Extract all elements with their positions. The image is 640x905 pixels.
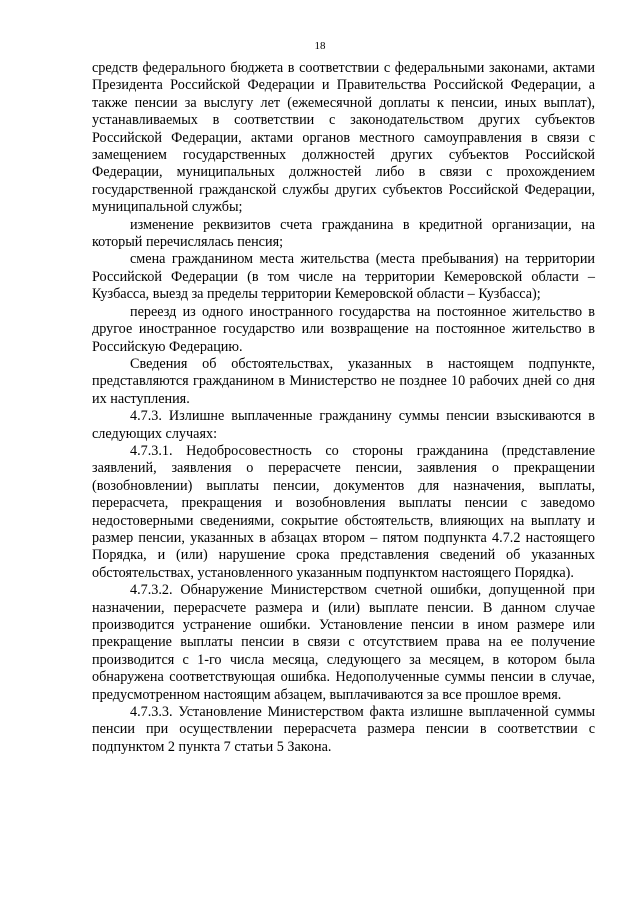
paragraph-9: 4.7.3.3. Установление Министерством факта излишне выплаченной суммы пенсии при осуществлении перерасчета размера пенсии в соответствии с подпунктом 2 пункта 7 статьи 5 Закона. xyxy=(92,704,595,755)
paragraph-2: изменение реквизитов счета гражданина в кредитной организации, на который перечислялась пенсия; xyxy=(92,216,595,251)
paragraph-7: 4.7.3.1. Недобросовестность со стороны гражданина (представление заявлений, заявления о перерасчете пенсии, заявления о прекращении (возобновлении) выплаты пенсии, документов для назначения, выплаты, перерасчета, прекращения и возобновления выплаты пенсии с заведомо недостоверными сведениями, сокрытие обстоятельств, влияющих на выплату и размер пенсии, указанных в абзацах втором – пятом подпункта 4.7.2 настоящего Порядка, и (или) нарушение срока представления сведений об указанных обстоятельствах, установленного указанным подпунктом настоящего Порядка). xyxy=(92,442,595,581)
paragraph-5: Сведения об обстоятельствах, указанных в настоящем подпункте, представляются гражданином в Министерство не позднее 10 рабочих дней со дня их наступления. xyxy=(92,355,595,407)
page-number: 18 xyxy=(314,40,326,52)
paragraph-3: смена гражданином места жительства (места пребывания) на территории Российской Федерации (в том числе на территории Кемеровской области – Кузбасса, выезд за пределы территории Кемеровской области – Кузбасса); xyxy=(92,251,595,303)
paragraph-8: 4.7.3.2. Обнаружение Министерством счетной ошибки, допущенной при назначении, перерасчете размера и (или) выплате пенсии. В данном случае производится устранение ошибки. Установление пенсии в ином размере или прекращение выплаты пенсии в связи с отсутствием права на ее получение производится с 1-го числа месяца, следующего за месяцем, в котором была обнаружена соответствующая ошибка. Недополученные суммы пенсии в случае, предусмотренном настоящим абзацем, выплачиваются за все прошлое время. xyxy=(92,582,595,703)
paragraph-1: средств федерального бюджета в соответствии с федеральными законами, актами Президента Российской Федерации и Правительства Российской Федерации, а также пенсии за выслугу лет (ежемесячной доплаты к пенсии, иных выплат), устанавливаемых в соответствии с законодательством других субъектов Российской Федерации, актами органов местного самоуправления в связи с замещением государственных должностей других субъектов Российской Федерации, муниципальных должностей либо в связи с прохождением государственной гражданской службы других субъектов Российской Федерации, муниципальной службы; xyxy=(92,60,595,216)
paragraph-4: переезд из одного иностранного государства на постоянное жительство в другое иностранное государство или возвращение на постоянное жительство в Российскую Федерацию. xyxy=(92,303,595,355)
paragraph-6: 4.7.3. Излишне выплаченные гражданину суммы пенсии взыскиваются в следующих случаях: xyxy=(92,408,595,442)
document-body xyxy=(92,60,595,756)
